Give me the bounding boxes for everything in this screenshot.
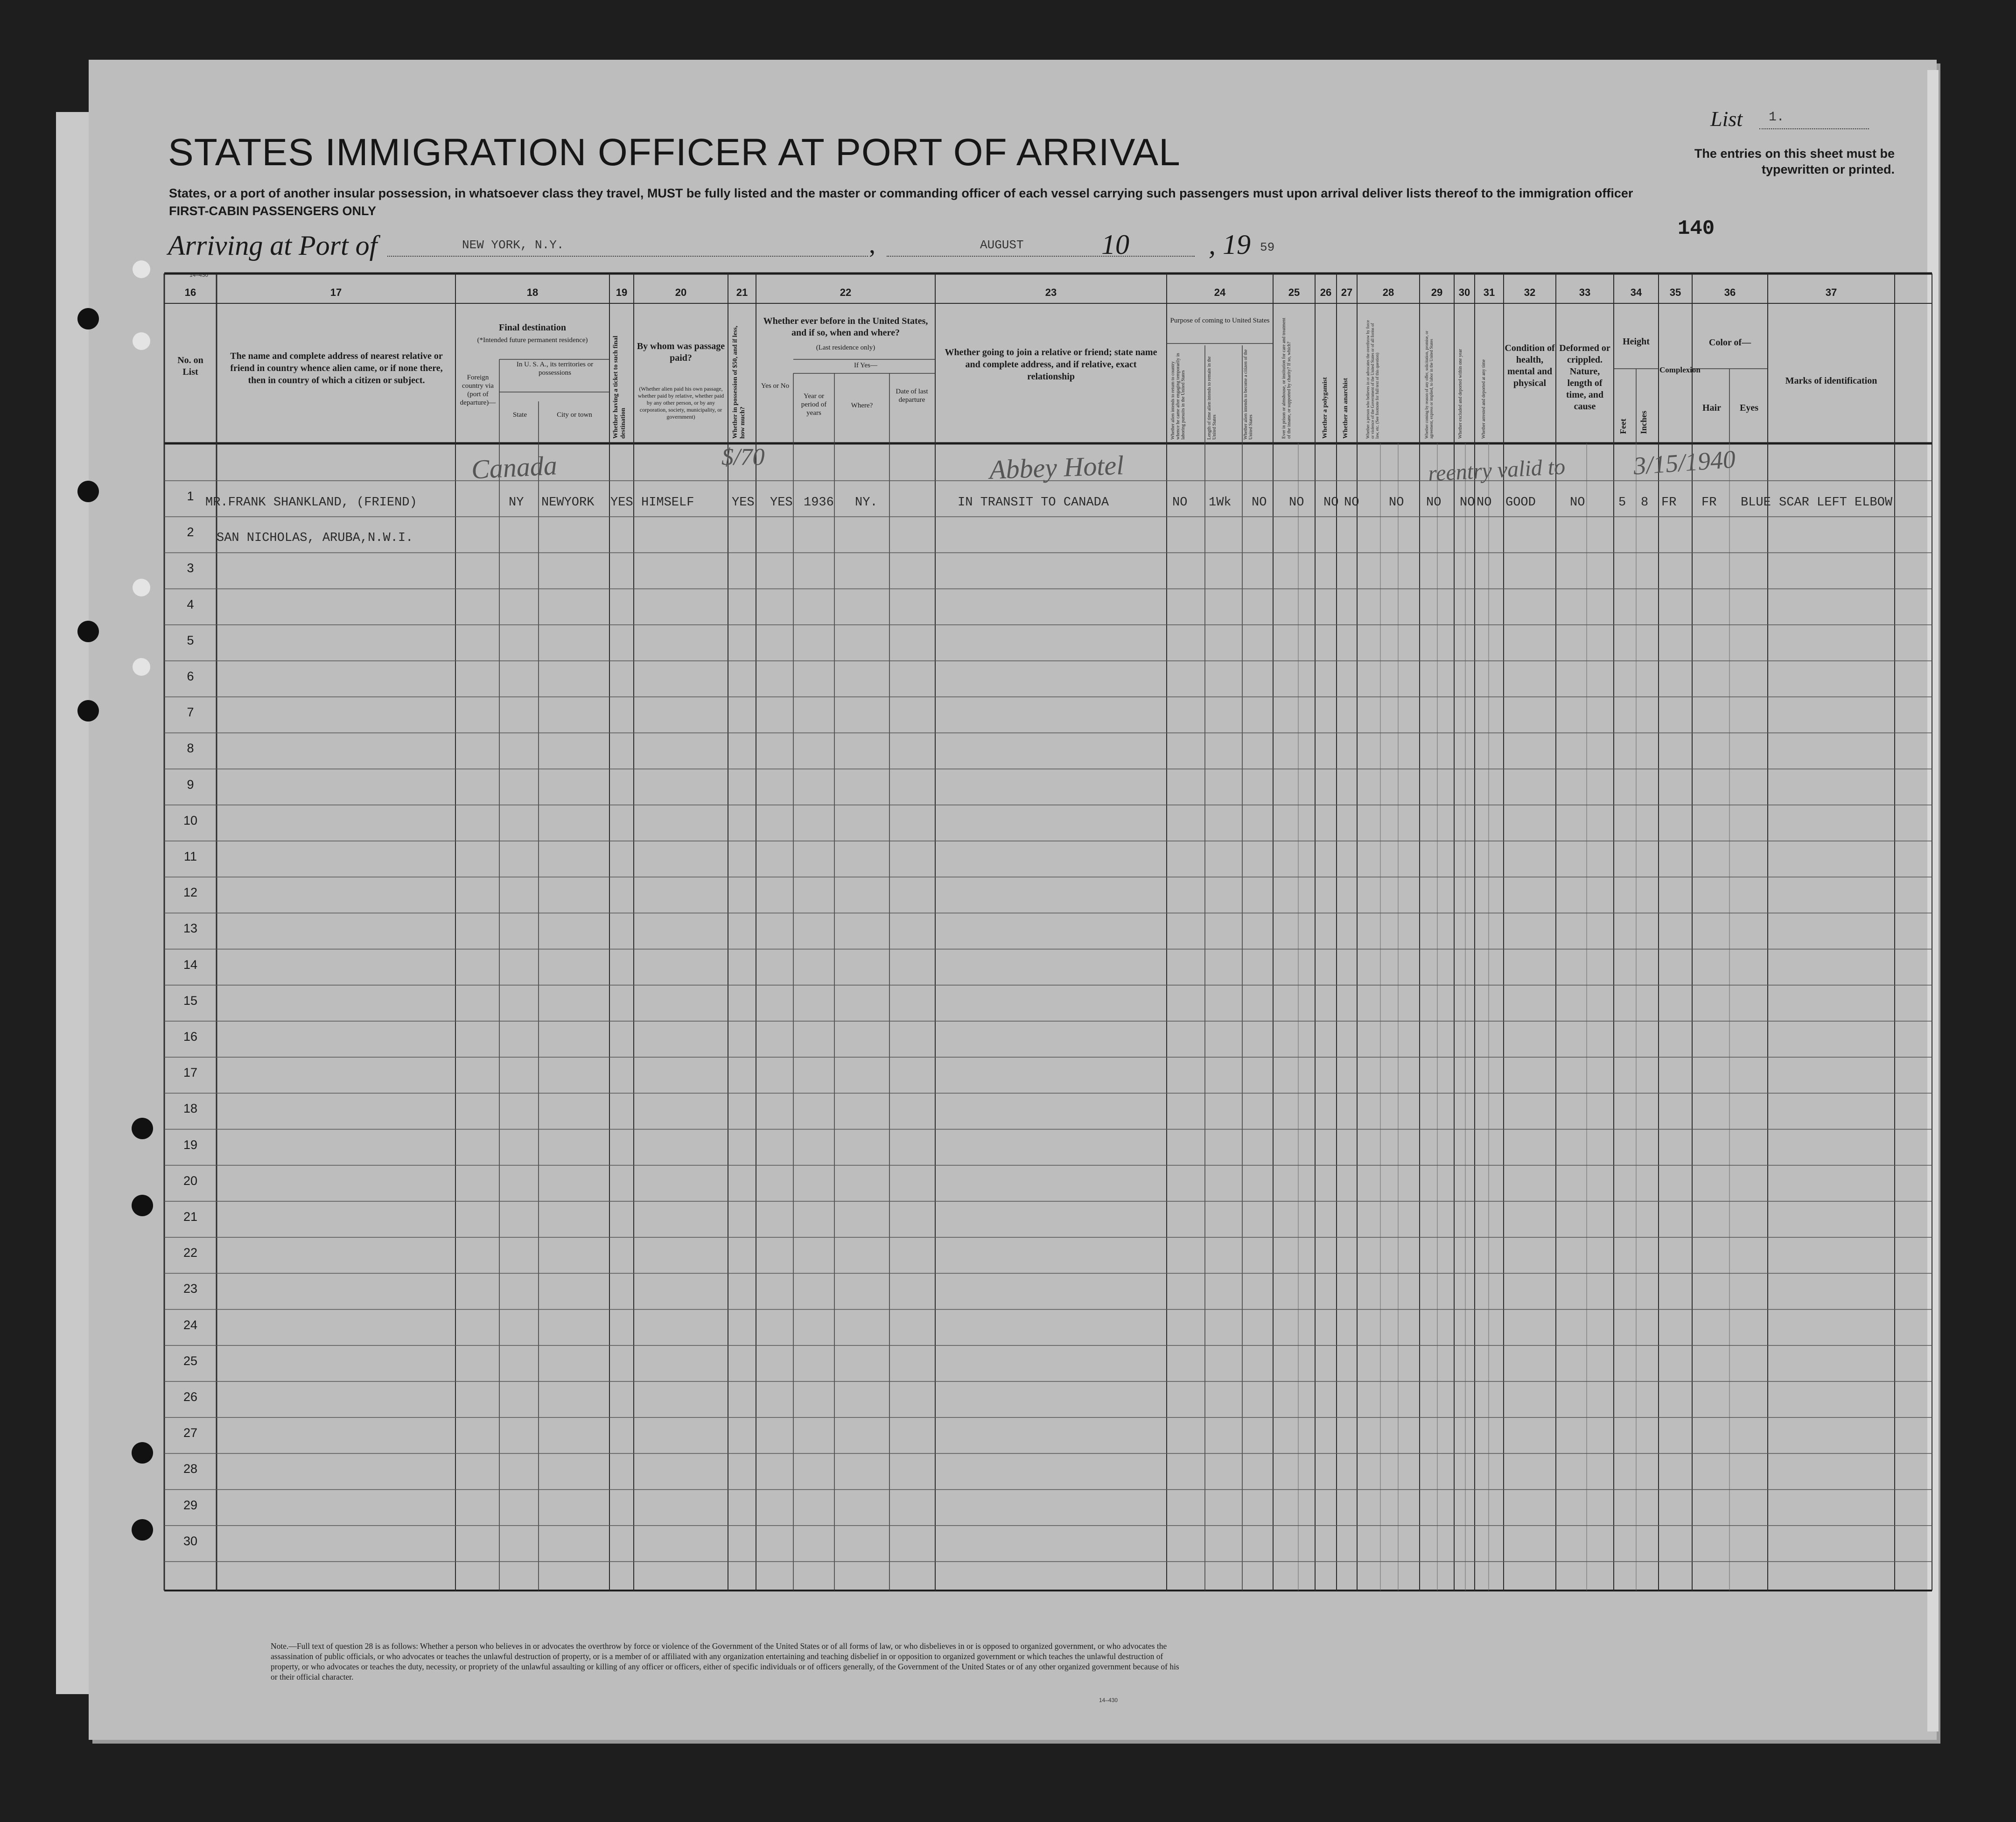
row-number: 4	[187, 597, 194, 611]
header-ticket: Whether having a ticket to such final destination	[612, 336, 627, 439]
row-number: 22	[183, 1246, 198, 1260]
header-passage-paid: By whom was passage paid?	[637, 341, 725, 363]
header-marks: Marks of identification	[1785, 376, 1877, 386]
footnote-code: 14–430	[1099, 1697, 1118, 1703]
header-complexion: Complexion	[1659, 365, 1701, 374]
entry-hair: FR	[1701, 496, 1717, 510]
col-num-17: 17	[330, 287, 342, 298]
row-number: 5	[187, 633, 194, 647]
row-number: 13	[183, 921, 198, 936]
col-num-21: 21	[736, 287, 748, 298]
entry-prison: NO	[1289, 496, 1304, 510]
row-number: 14	[183, 957, 198, 972]
row-number: 30	[183, 1534, 198, 1548]
header-q30: Whether excluded and deported within one year	[1458, 349, 1463, 439]
col-num-24: 24	[1214, 287, 1226, 298]
header-ever-before-sub: (Last residence only)	[816, 344, 875, 351]
list-value: 1.	[1769, 110, 1785, 125]
entry-anarchist: NO	[1344, 496, 1359, 510]
entry-fifty: YES	[732, 496, 755, 510]
row-number: 3	[187, 561, 194, 575]
row-number: 25	[183, 1353, 198, 1368]
header-color-of: Color of—	[1708, 337, 1751, 348]
row-number: 9	[187, 777, 194, 792]
entry-been-before: YES	[770, 496, 793, 510]
header-usa-territories: In U. S. A., its territories or possessions	[516, 361, 594, 377]
port-value: NEW YORK, N.Y.	[462, 238, 564, 252]
col-num-20: 20	[675, 287, 687, 298]
header-eyes: Eyes	[1740, 403, 1758, 413]
header-fifty-dollars: Whether in possession of $50, and if less, how much?	[732, 325, 746, 439]
row-number: 10	[183, 813, 198, 827]
col-num-19: 19	[616, 287, 628, 298]
col-num-31: 31	[1483, 287, 1495, 298]
header-prison: Ever in prison or almshouse, or institution for care and treatment of the insane, or supported by charity? If so, which?	[1281, 317, 1292, 439]
col-num-16: 16	[184, 287, 196, 298]
entry-q28: NO	[1389, 496, 1404, 510]
col-num-27: 27	[1341, 287, 1353, 298]
entry-city: NEWYORK	[541, 496, 595, 510]
entry-health: GOOD	[1505, 496, 1536, 510]
col-num-29: 29	[1431, 287, 1443, 298]
form-number: 14–430	[189, 272, 209, 278]
footnote: Note.—Full text of question 28 is as follows: Whether a person who believes in or advocates the overthrow by force or violence of the Government of the United States or of all forms of law, or who disbelieves in or is opposed to organized government, or who advocates the assassination of public officials, or who advocates or teaches the unlawful destruction of property, or is a member of or affiliated with any organization entertaining and teaching disbelief in or opposition to organized government or which teaches the unlawful destruction of property, or who advocates or teaches the duty, necessity, or propriety of the unlawful assaulting or killing of any officer or officers, either of specific individuals or of officers generally, of the Government of the United States or of any other organized government because of his or their official character.	[271, 1641, 1179, 1682]
header-nearest-relative: The name and complete address of nearest relative or friend in country whence alien came, or if none there, then in country of which a citizen or subject.	[230, 351, 443, 385]
entry-complexion: FR	[1661, 496, 1677, 510]
handwritten-hotel: Abbey Hotel	[988, 449, 1125, 485]
header-yes-or-no: Yes or No	[761, 382, 790, 390]
header-height: Height	[1623, 336, 1650, 347]
header-ever-before: Whether ever before in the United States, and if so, when and where?	[763, 316, 928, 338]
header-final-destination: Final destination	[499, 322, 566, 333]
header-inches: Inches	[1639, 410, 1648, 434]
col-num-37: 37	[1825, 287, 1837, 298]
row-number: 12	[183, 885, 198, 900]
entry-q30: NO	[1460, 496, 1475, 510]
handwritten-valid-date: 3/15/1940	[1632, 445, 1736, 480]
col-num-25: 25	[1288, 287, 1300, 298]
col-num-22: 22	[840, 287, 852, 298]
passenger-class: FIRST-CABIN PASSENGERS ONLY	[169, 204, 377, 218]
col-num-23: 23	[1045, 287, 1057, 298]
row-number: 6	[187, 669, 194, 683]
header-anarchist: Whether an anarchist	[1342, 378, 1349, 439]
row-number: 8	[187, 741, 194, 756]
header-deformed: Deformed or crippled. Nature, length of time, and cause	[1559, 343, 1610, 412]
entry-state: NY	[509, 496, 524, 510]
entry-relative-address: SAN NICHOLAS, ARUBA,N.W.I.	[217, 531, 413, 545]
entry-paid-by: HIMSELF	[641, 496, 694, 510]
header-return-intent: Whether alien intends to return to country whence he came after engaging temporarily in laboring pursuits in the United States	[1170, 353, 1186, 440]
header-last-departure: Date of last departure	[896, 388, 928, 404]
entry-marks: SCAR LEFT ELBOW	[1779, 496, 1893, 510]
header-no-on-list: No. on List	[177, 355, 203, 377]
entry-q31: NO	[1477, 496, 1492, 510]
entry-year: 1936	[804, 496, 834, 510]
col-num-26: 26	[1320, 287, 1332, 298]
col-num-32: 32	[1524, 287, 1536, 298]
row-number: 27	[183, 1426, 198, 1440]
row-number: 17	[183, 1065, 198, 1080]
header-state: State	[513, 411, 527, 419]
entry-ticket: YES	[610, 496, 633, 510]
header-become-citizen: Whether alien intends to become a citizen of the United States	[1243, 349, 1253, 440]
row-number: 28	[183, 1462, 198, 1476]
header-feet: Feet	[1618, 419, 1628, 434]
entry-return: NO	[1172, 496, 1188, 510]
handwritten-fifty-note: $/70	[721, 444, 765, 470]
col-num-18: 18	[526, 287, 539, 298]
page-title: STATES IMMIGRATION OFFICER AT PORT OF ARRIVAL	[168, 131, 1181, 174]
arriving-label: Arriving at Port of	[168, 230, 378, 261]
header-year-period: Year or period of years	[801, 392, 827, 417]
arrival-year-prefix: , 19	[1209, 229, 1251, 260]
instructions-line: States, or a port of another insular possession, in whatsoever class they travel, MUST be fully listed and the master or commanding officer of each vessel carrying such passengers must upon arrival deliver lists thereof to the immigration officer	[169, 186, 1633, 200]
entry-eyes: BLUE	[1741, 496, 1771, 510]
row-number: 23	[183, 1282, 198, 1296]
entry-where: NY.	[855, 496, 878, 510]
row-number: 24	[183, 1317, 198, 1332]
row-number: 29	[183, 1498, 198, 1512]
entry-q29: NO	[1426, 496, 1442, 510]
entry-inches: 8	[1641, 496, 1649, 510]
header-polygamist: Whether a polygamist	[1322, 377, 1329, 439]
header-purpose: Purpose of coming to United States	[1170, 317, 1270, 324]
row-number: 19	[183, 1137, 198, 1152]
handwritten-destination: Canada	[470, 450, 558, 485]
entry-deformed: NO	[1570, 496, 1585, 510]
col-num-36: 36	[1724, 287, 1736, 298]
header-q28: Whether a person who believes in or advocates the overthrow by force or violence of the Government of the United States or of all forms of law, etc. (See footnote for full text of this question)	[1365, 320, 1379, 439]
header-final-destination-sub: (*Intended future permanent residence)	[477, 336, 588, 344]
col-num-34: 34	[1630, 287, 1642, 298]
row-number: 1	[187, 489, 194, 503]
comma: ,	[869, 230, 875, 259]
page-number: 140	[1678, 217, 1715, 240]
header-if-yes: If Yes—	[854, 362, 877, 369]
col-num-28: 28	[1382, 287, 1394, 298]
entry-joining: IN TRANSIT TO CANADA	[958, 496, 1109, 510]
header-hair: Hair	[1702, 403, 1721, 413]
arrival-day: 10	[1101, 229, 1129, 260]
row-number: 26	[183, 1390, 198, 1404]
entry-citizen: NO	[1252, 496, 1267, 510]
row-number: 2	[187, 525, 194, 540]
col-num-33: 33	[1579, 287, 1591, 298]
entry-feet: 5	[1618, 496, 1626, 510]
header-city: City or town	[557, 411, 592, 419]
header-foreign-country: Foreign country via (port of departure)—	[460, 374, 496, 406]
entry-length: 1Wk	[1209, 496, 1232, 510]
row-number: 20	[183, 1173, 198, 1188]
entries-note: The entries on this sheet must be typewritten or printed.	[1694, 147, 1895, 176]
arrival-year-suffix: 59	[1260, 240, 1275, 254]
row-number: 11	[183, 849, 197, 863]
header-where: Where?	[851, 402, 873, 409]
col-num-30: 30	[1458, 287, 1470, 298]
entry-relative-name: MR.FRANK SHANKLAND, (FRIEND)	[205, 496, 417, 510]
row-number: 21	[183, 1210, 198, 1224]
header-joining-relative: Whether going to join a relative or friend; state name and complete address, and if relative, exact relationship	[945, 347, 1157, 382]
row-number: 7	[187, 705, 194, 720]
row-number: 15	[183, 993, 198, 1008]
row-number: 16	[183, 1030, 198, 1044]
entry-polygamist: NO	[1323, 496, 1339, 510]
row-number: 18	[183, 1101, 198, 1116]
col-num-35: 35	[1669, 287, 1681, 298]
handwritten-valid-note: reentry valid to	[1427, 454, 1566, 486]
header-length-of-stay: Length of time alien intends to remain in the United States	[1207, 356, 1217, 440]
header-q29: Whether coming by reason of any offer, solicitation, promise, or agreement, express or implied, to labor in the United States	[1424, 330, 1434, 439]
header-health: Condition of health, mental and physical	[1505, 343, 1555, 388]
arrival-month: AUGUST	[980, 238, 1024, 252]
header-q31: Whether arrested and deported at any time	[1481, 359, 1486, 439]
list-label: List	[1710, 107, 1743, 131]
header-passage-paid-sub: (Whether alien paid his own passage, whether paid by relative, whether paid by any other person, or by any corporation, society, municipality, or government)	[637, 385, 724, 420]
